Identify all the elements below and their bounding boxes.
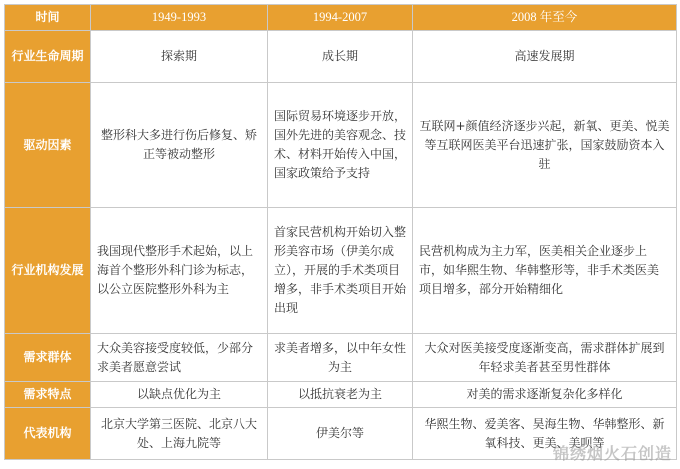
table-cell: 求美者增多，以中年女性为主 xyxy=(268,334,413,382)
row-label-demand-group: 需求群体 xyxy=(5,334,91,382)
table-row xyxy=(5,83,677,208)
table-row xyxy=(5,208,677,334)
table-cell: 大众美容接受度较低，少部分求美者愿意尝试 xyxy=(91,334,268,382)
header-period-2: 1994-2007 xyxy=(268,5,413,31)
table-cell: 大众对医美接受度逐渐变高，需求群体扩展到年轻求美者甚至男性群体 xyxy=(413,334,677,382)
table-cell: 对美的需求逐渐复杂化多样化 xyxy=(413,382,677,408)
row-label-drivers: 驱动因素 xyxy=(5,83,91,208)
header-row xyxy=(5,5,677,31)
table-cell: 探索期 xyxy=(91,31,268,83)
table-row xyxy=(5,31,677,83)
table-cell: 北京大学第三医院、北京八大处、上海九院等 xyxy=(91,408,268,460)
table-cell: 以缺点优化为主 xyxy=(91,382,268,408)
row-label-institutions: 行业机构发展 xyxy=(5,208,91,334)
table-cell: 我国现代整形手术起始，以上海首个整形外科门诊为标志，以公立医院整形外科为主 xyxy=(91,208,268,334)
table-cell: 成长期 xyxy=(268,31,413,83)
table-row xyxy=(5,334,677,382)
row-label-demand-traits: 需求特点 xyxy=(5,382,91,408)
table-cell: 民营机构成为主力军，医美相关企业逐步上市，如华熙生物、华韩整形等，非手术类医美项目增多，部分开始精细化 xyxy=(413,208,677,334)
table-cell: 国际贸易环境逐步开放，国外先进的美容观念、技术、材料开始传入中国，国家政策给予支持 xyxy=(268,83,413,208)
table-cell: 伊美尔等 xyxy=(268,408,413,460)
watermark: 锦绣烟火石创造 xyxy=(552,444,672,463)
table-cell: 华熙生物、爱美客、昊海生物、华韩整形、新氧科技、更美、美呗等 xyxy=(413,408,677,460)
table-cell: 以抵抗衰老为主 xyxy=(268,382,413,408)
row-label-lifecycle: 行业生命周期 xyxy=(5,31,91,83)
header-period-1: 1949-1993 xyxy=(91,5,268,31)
table-cell: 整形科大多进行伤后修复、矫正等被动整形 xyxy=(91,83,268,208)
header-time: 时间 xyxy=(5,5,91,31)
row-label-representatives: 代表机构 xyxy=(5,408,91,460)
comparison-table xyxy=(4,4,677,460)
table-cell: 高速发展期 xyxy=(413,31,677,83)
header-period-3: 2008 年至今 xyxy=(413,5,677,31)
table-cell: 互联网+颜值经济逐步兴起，新氧、更美、悦美等互联网医美平台迅速扩张，国家鼓励资本入驻 xyxy=(413,83,677,208)
table-row xyxy=(5,382,677,408)
table-cell: 首家民营机构开始切入整形美容市场（伊美尔成立），开展的手术类项目增多，非手术类项目开始出现 xyxy=(268,208,413,334)
